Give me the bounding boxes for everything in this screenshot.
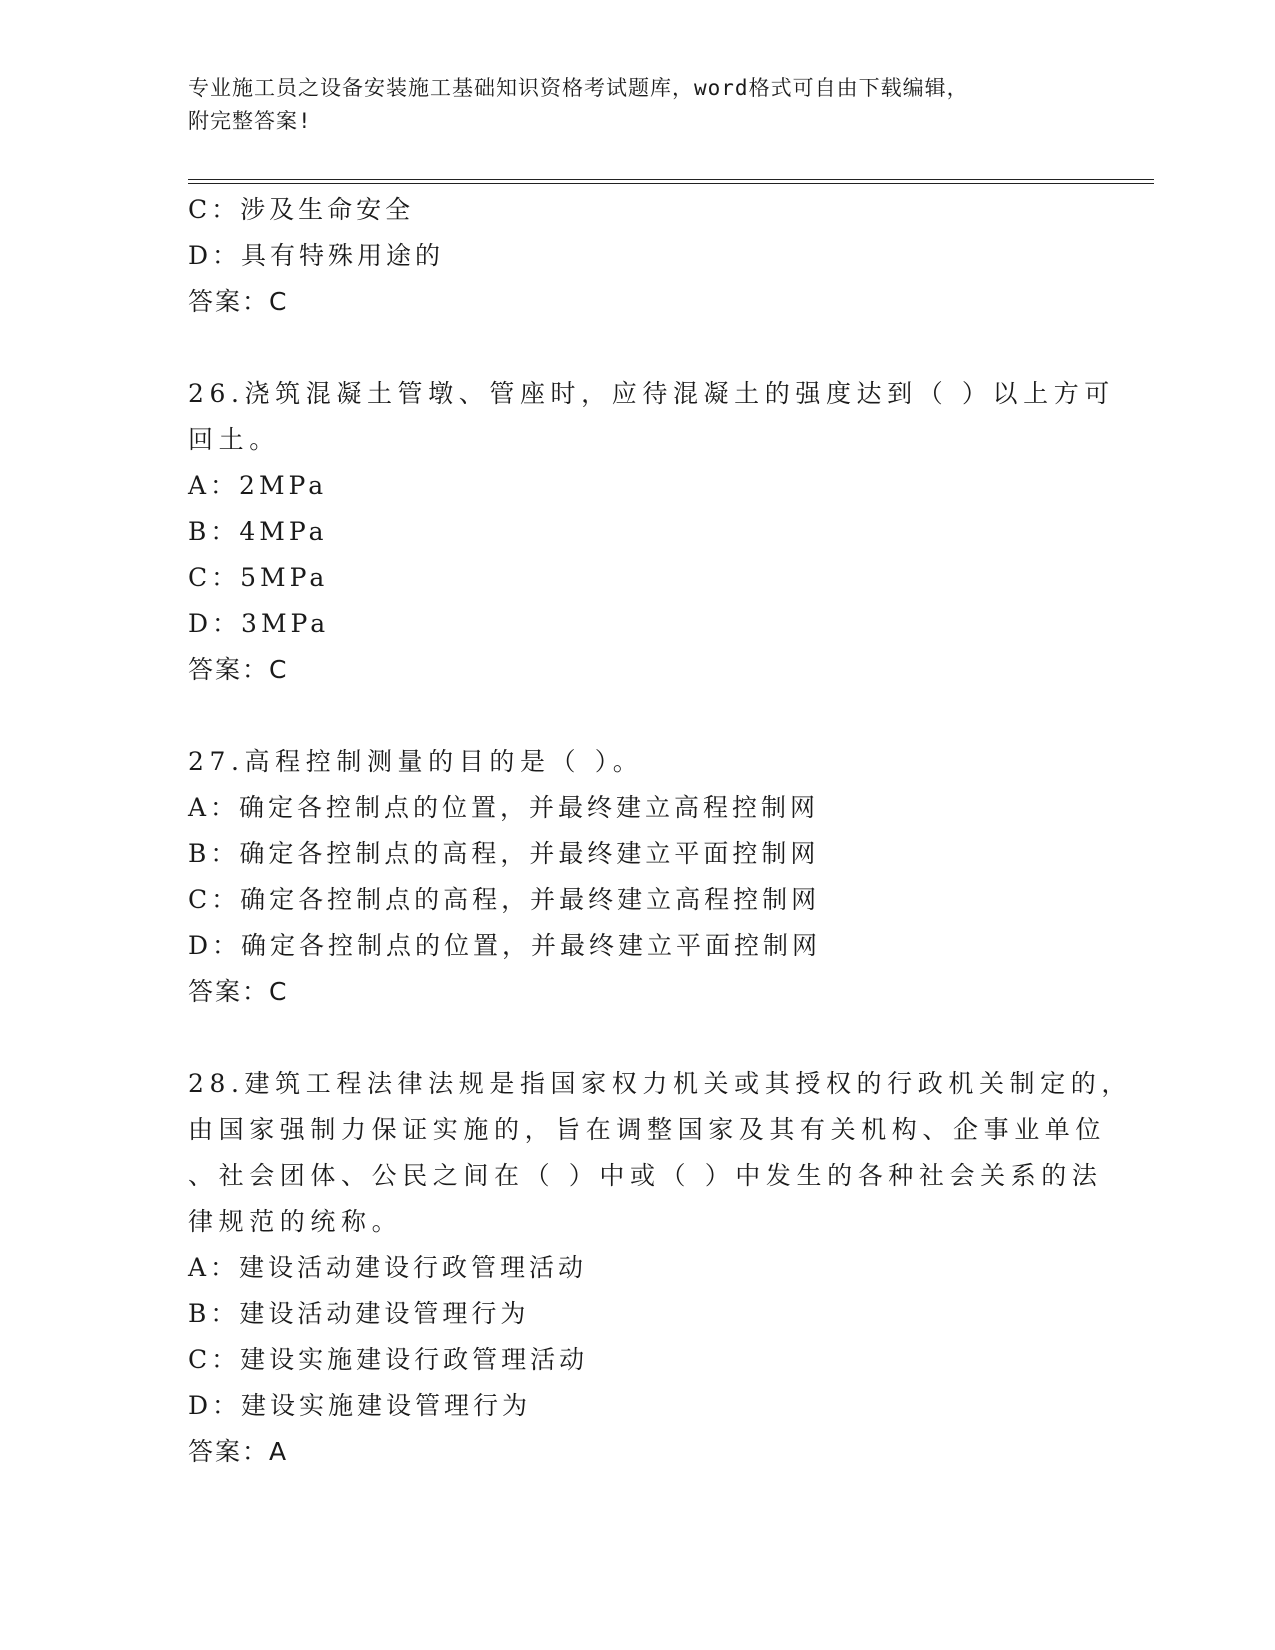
question-stem-line: 28.建筑工程法律法规是指国家权力机关或其授权的行政机关制定的， <box>188 1069 1132 1098</box>
header-divider-bottom <box>188 183 1154 184</box>
question-stem-line: 回土。 <box>188 425 280 454</box>
question-stem-line: 由国家强制力保证实施的，旨在调整国家及其有关机构、企事业单位 <box>188 1115 1107 1144</box>
document-header <box>188 72 1078 138</box>
previous-question-tail <box>188 187 1088 325</box>
question-26 <box>188 371 1115 693</box>
option-b: B：4MPa <box>188 517 328 546</box>
header-line-2: 附完整答案! <box>188 109 312 133</box>
answer-line: 答案：A <box>188 1437 289 1466</box>
question-content <box>188 187 1132 1475</box>
answer-line: 答案：C <box>188 655 289 684</box>
option-a: A：2MPa <box>188 471 328 500</box>
option-d: D：确定各控制点的位置，并最终建立平面控制网 <box>188 931 822 960</box>
option-d: D：建设实施建设管理行为 <box>188 1391 532 1420</box>
option-a: A：确定各控制点的位置，并最终建立高程控制网 <box>188 793 820 822</box>
option-c: C：涉及生命安全 <box>188 195 415 224</box>
option-b: B：建设活动建设管理行为 <box>188 1299 530 1328</box>
question-27 <box>188 739 1088 1015</box>
option-c: C：确定各控制点的高程，并最终建立高程控制网 <box>188 885 821 914</box>
question-stem-line: 27.高程控制测量的目的是（ ）。 <box>188 747 644 776</box>
question-stem-line: 律规范的统称。 <box>188 1207 403 1236</box>
question-stem-line: 、社会团体、公民之间在（ ）中或（ ）中发生的各种社会关系的法 <box>188 1161 1103 1190</box>
option-c: C：5MPa <box>188 563 329 592</box>
question-28 <box>188 1061 1132 1475</box>
option-b: B：确定各控制点的高程，并最终建立平面控制网 <box>188 839 820 868</box>
option-d: D：3MPa <box>188 609 330 638</box>
answer-line: 答案：C <box>188 287 289 316</box>
question-stem-line: 26.浇筑混凝土管墩、管座时，应待混凝土的强度达到（ ）以上方可 <box>188 379 1115 408</box>
answer-line: 答案：C <box>188 977 289 1006</box>
spacer <box>188 325 1088 371</box>
header-line-1: 专业施工员之设备安装施工基础知识资格考试题库，word格式可自由下载编辑， <box>188 76 969 100</box>
spacer <box>188 1015 1088 1061</box>
option-a: A：建设活动建设行政管理活动 <box>188 1253 588 1282</box>
option-c: C：建设实施建设行政管理活动 <box>188 1345 589 1374</box>
header-divider-top <box>188 179 1154 180</box>
spacer <box>188 693 1088 739</box>
option-d: D：具有特殊用途的 <box>188 241 445 270</box>
